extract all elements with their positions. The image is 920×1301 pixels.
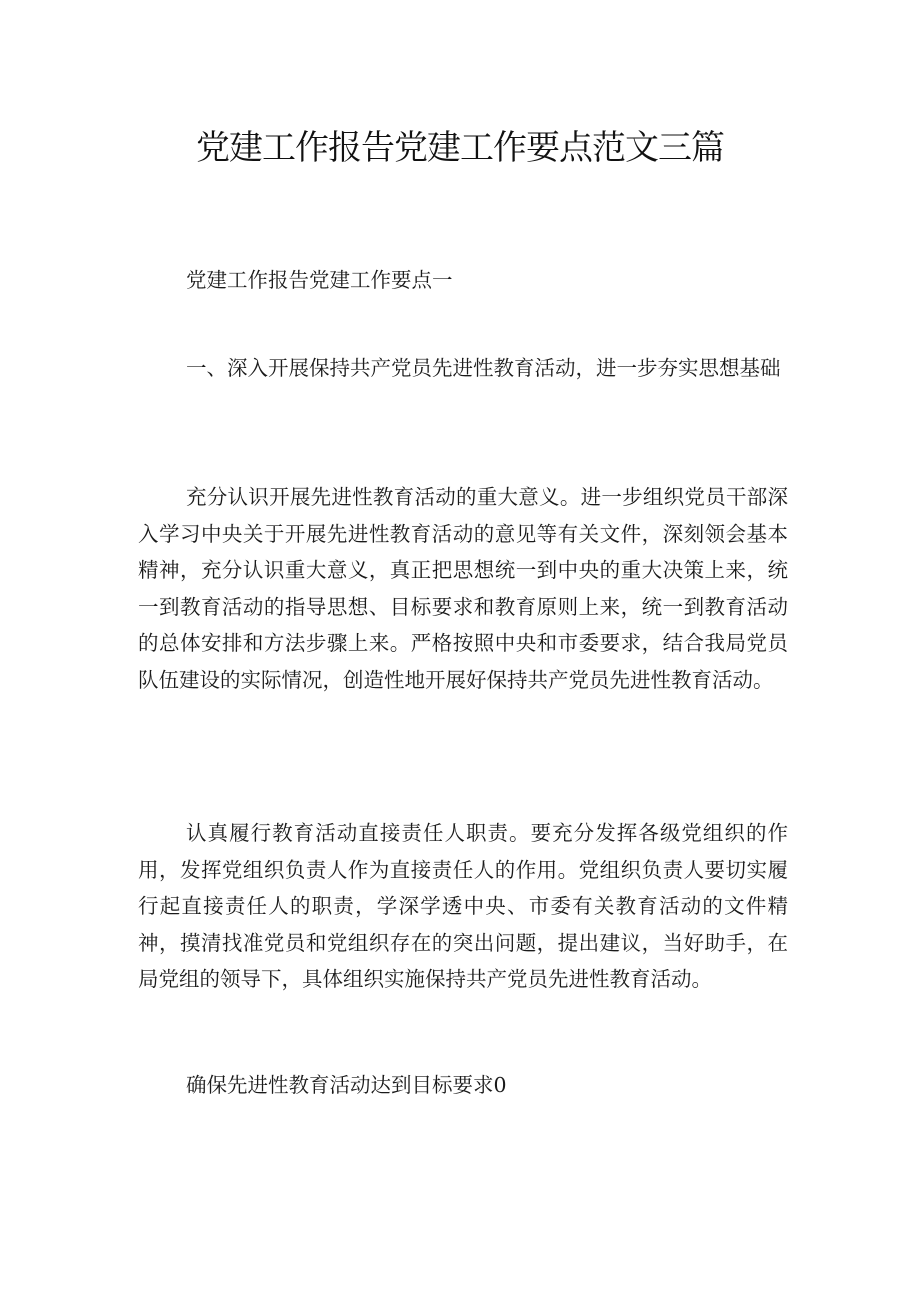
paragraph-2: 认真履行教育活动直接责任人职责。要充分发挥各级党组织的作用，发挥党组织负责人作为直接责任人的作用。党组织负责人要切实履行起直接责任人的职责，学深学透中央、市委有关教育活动的文件精神，摸清找准党员和党组织存在的突出问题，提出建议，当好助手，在局党组的领导下，具体组织实施保持共产党员先进性教育活动。 (138, 821, 788, 991)
paragraph-3: 确保先进性教育活动达到目标要求0 (186, 1073, 507, 1097)
document-title: 党建工作报告党建工作要点范文三篇 (196, 128, 724, 168)
subheading: 一、深入开展保持共产党员先进性教育活动，进一步夯实思想基础 (186, 356, 781, 380)
paragraph-1: 充分认识开展先进性教育活动的重大意义。进一步组织党员干部深入学习中央关于开展先进性教育活动的意见等有关文件，深刻领会基本精神，充分认识重大意义，真正把思想统一到中央的重大决策上来，统一到教育活动的指导思想、目标要求和教育原则上来，统一到教育活动的总体安排和方法步骤上来。严格按照中央和市委要求，结合我局党员队伍建设的实际情况，创造性地开展好保持共产党员先进性教育活动。 (138, 485, 788, 692)
section-heading: 党建工作报告党建工作要点一 (186, 268, 453, 292)
